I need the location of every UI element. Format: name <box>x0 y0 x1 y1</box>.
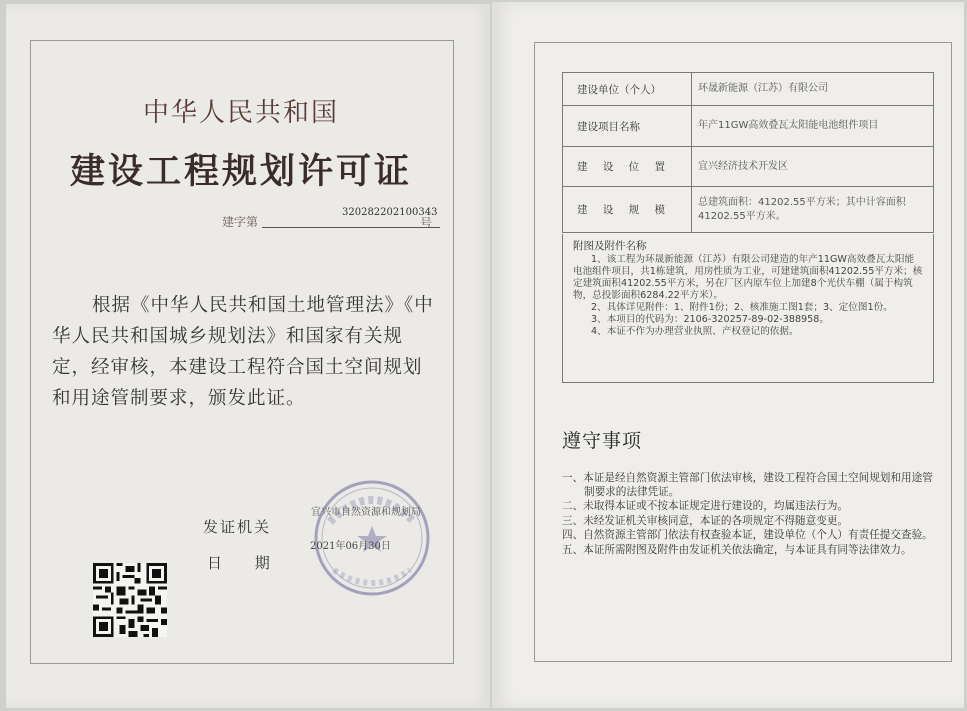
attachment-item: 4、本证不作为办理营业执照、产权登记的依据。 <box>591 326 799 337</box>
number-underline <box>262 227 440 228</box>
notice-rule: 二、未取得本证或不按本证规定进行建设的，均属违法行为。 <box>562 500 849 512</box>
row-label: 建设项目名称 <box>563 106 692 147</box>
attachment-item: 2、具体详见附件：1、附件1份；2、核准施工图1套；3、定位图1份。 <box>591 302 893 313</box>
table-row <box>563 187 934 233</box>
notice-rule: 一、本证是经自然资源主管部门依法审核，建设工程符合国土空间规划和用途管制要求的法律凭证。 <box>562 472 933 498</box>
attachments-heading: 附图及附件名称 <box>573 240 647 252</box>
issuing-office-name: 宜兴市自然资源和规划局 <box>311 507 421 518</box>
notice-rule: 五、本证所需附图及附件由发证机关依法确定，与本证具有同等法律效力。 <box>562 543 912 556</box>
notice-rules <box>562 472 940 558</box>
row-value: 宜兴经济技术开发区 <box>692 147 934 187</box>
certificate-body-text: 根据《中华人民共和国土地管理法》《中华人民共和国城乡规划法》和国家有关规定，经审核，本建设工程符合国土空间规划和用途管制要求，颁发此证。 <box>52 295 434 409</box>
attachments-box <box>562 234 934 383</box>
qr-code-icon <box>93 563 167 637</box>
table-row <box>563 147 934 187</box>
table-row <box>563 106 934 147</box>
attachment-item: 1、该工程为环晟新能源（江苏）有限公司建造的年产11GW高效叠瓦太阳能电池组件项目，共1栋建筑，用房性质为工业，可建建筑面积41202.55平方米；核定建筑面积41202.55平方米，另在厂区内原车位上加建8个光伏车棚（属于构筑物，总投影面积6284.22平方米）。 <box>573 254 923 301</box>
row-label: 建 设 位 置 <box>563 147 692 187</box>
row-label: 建设单位（个人） <box>563 73 692 106</box>
row-label: 建 设 规 模 <box>563 187 692 233</box>
project-info-table <box>562 72 934 233</box>
row-value: 总建筑面积：41202.55平方米；其中计容面积41202.55平方米。 <box>692 187 934 233</box>
issue-date: 2021年06月30日 <box>310 541 391 552</box>
issuer-label: 发证机关 <box>203 518 272 536</box>
notice-rule: 三、未经发证机关审核同意，本证的各项规定不得随意变更。 <box>562 514 849 527</box>
country-name: 中华人民共和国 <box>142 98 339 128</box>
notice-rule: 四、自然资源主管部门依法有权查验本证，建设单位（个人）有责任提交查验。 <box>562 529 933 541</box>
certificate-number: 320282202100343 <box>342 207 438 218</box>
notice-title: 遵守事项 <box>562 430 643 452</box>
table-row <box>563 73 934 106</box>
number-suffix: 号 <box>420 216 433 230</box>
certificate-title: 建设工程规划许可证 <box>69 152 412 192</box>
attachment-item: 3、本项目的代码为：2106-320257-89-02-388958。 <box>591 314 829 325</box>
date-label: 日 期 <box>207 554 284 572</box>
row-value: 年产11GW高效叠瓦太阳能电池组件项目 <box>692 106 934 147</box>
row-value: 环晟新能源（江苏）有限公司 <box>692 73 934 106</box>
number-prefix: 建字第 <box>222 215 259 229</box>
